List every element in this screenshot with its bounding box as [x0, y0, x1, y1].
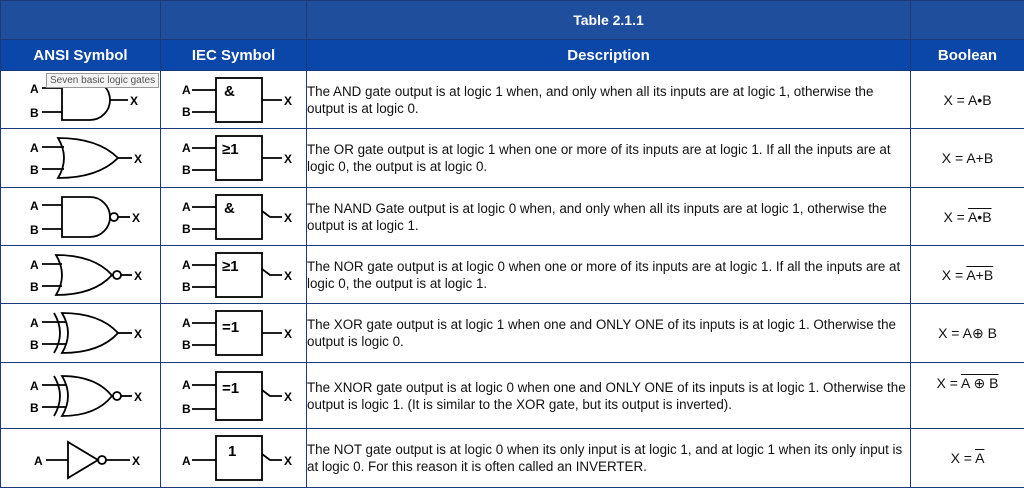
boolean-expression: A•B: [968, 92, 992, 108]
svg-text:X: X: [134, 327, 142, 341]
svg-text:B: B: [30, 280, 39, 294]
svg-text:A: A: [182, 200, 191, 214]
boolean-lhs: X =: [937, 375, 962, 391]
svg-text:≥1: ≥1: [222, 258, 239, 275]
title-spacer-2: [161, 1, 307, 40]
title-spacer-3: [911, 1, 1024, 40]
description-cell: The XOR gate output is at logic 1 when one and ONLY ONE of its inputs is at logic 1. Otherwise the output is logic 0.: [307, 304, 911, 363]
column-header-boolean: Boolean: [911, 40, 1024, 71]
column-header-row: [1, 40, 1024, 71]
boolean-lhs: X =: [942, 150, 967, 166]
svg-text:A: A: [182, 378, 191, 392]
svg-text:X: X: [134, 390, 142, 404]
boolean-lhs: X =: [943, 92, 968, 108]
boolean-expression: A•B: [968, 209, 992, 225]
svg-text:A: A: [182, 454, 191, 468]
table-row-nor: [1, 246, 1024, 304]
iec-and-gate-icon: [164, 72, 304, 128]
boolean-expression: A⊕ B: [963, 325, 997, 341]
svg-text:B: B: [30, 223, 39, 237]
svg-text:X: X: [134, 152, 142, 166]
table-row-not: [1, 429, 1024, 488]
not-gate-icon: [6, 430, 156, 486]
svg-text:X: X: [134, 269, 142, 283]
svg-text:X: X: [284, 94, 292, 108]
iec-cell: [161, 429, 307, 488]
svg-text:A: A: [182, 258, 191, 272]
svg-text:B: B: [182, 402, 191, 416]
svg-text:B: B: [182, 280, 191, 294]
description-cell: The AND gate output is at logic 1 when, and only when all its inputs are at logic 1, otherwise the output is at logic 0.: [307, 71, 911, 129]
ansi-cell: [1, 363, 161, 429]
svg-text:B: B: [30, 163, 39, 177]
title-spacer-1: [1, 1, 161, 40]
nor-gate-icon: [6, 247, 156, 303]
svg-text:≥1: ≥1: [222, 141, 239, 158]
svg-text:&: &: [224, 83, 235, 100]
svg-text:X: X: [132, 211, 140, 225]
svg-text:=1: =1: [222, 380, 239, 397]
svg-text:A: A: [30, 199, 39, 213]
svg-text:B: B: [182, 105, 191, 119]
svg-text:A: A: [30, 82, 39, 96]
svg-text:A: A: [30, 141, 39, 155]
ansi-cell: [1, 246, 161, 304]
xnor-gate-icon: [6, 366, 156, 426]
boolean-lhs: X =: [938, 325, 963, 341]
table-title: Table 2.1.1: [307, 1, 911, 40]
boolean-expression: A ⊕ B: [961, 375, 998, 391]
svg-text:A: A: [30, 258, 39, 272]
iec-cell: [161, 129, 307, 188]
iec-cell: [161, 71, 307, 129]
description-cell: The NOT gate output is at logic 0 when its only input is at logic 1, and at logic 1 when its only input is at logic 0. For this reason it is often called an INVERTER.: [307, 429, 911, 488]
description-cell: The XNOR gate output is at logic 0 when one and ONLY ONE of its inputs is at logic 1. Otherwise the output is logic 1. (It is similar to the XOR gate, but its output is inverted).: [307, 363, 911, 429]
svg-text:X: X: [284, 454, 292, 468]
description-cell: The OR gate output is at logic 1 when one or more of its inputs are at logic 1. If all the inputs are at logic 0, the output is at logic 0.: [307, 129, 911, 188]
boolean-cell: [911, 188, 1024, 246]
boolean-lhs: X =: [942, 267, 967, 283]
boolean-expression: A+B: [966, 150, 993, 166]
svg-text:X: X: [284, 269, 292, 283]
svg-text:B: B: [30, 401, 39, 415]
iec-nand-gate-icon: [164, 189, 304, 245]
svg-text:=1: =1: [222, 319, 239, 336]
svg-text:B: B: [30, 338, 39, 352]
iec-or-gate-icon: [164, 130, 304, 186]
boolean-lhs: X =: [951, 450, 976, 466]
iec-cell: [161, 304, 307, 363]
boolean-cell: [911, 429, 1024, 488]
or-gate-icon: [6, 130, 156, 186]
boolean-cell: [911, 129, 1024, 188]
boolean-cell: [911, 246, 1024, 304]
svg-text:X: X: [130, 94, 138, 108]
svg-text:B: B: [182, 163, 191, 177]
xor-gate-icon: [6, 305, 156, 361]
iec-not-gate-icon: [164, 430, 304, 486]
svg-text:A: A: [34, 454, 43, 468]
boolean-lhs: X =: [943, 209, 968, 225]
svg-text:A: A: [182, 316, 191, 330]
image-tooltip: Seven basic logic gates: [46, 73, 159, 88]
iec-cell: [161, 246, 307, 304]
boolean-cell: [911, 71, 1024, 129]
svg-text:1: 1: [228, 443, 236, 460]
iec-xor-gate-icon: [164, 305, 304, 361]
boolean-expression: A+B: [966, 267, 993, 283]
description-cell: The NOR gate output is at logic 0 when one or more of its inputs are at logic 1. If all the inputs are at logic 0, the output is at logic 1.: [307, 246, 911, 304]
table-row-xnor: [1, 363, 1024, 429]
svg-text:B: B: [182, 338, 191, 352]
nand-gate-icon: [6, 189, 156, 245]
svg-text:&: &: [224, 200, 235, 217]
svg-text:A: A: [30, 316, 39, 330]
svg-text:X: X: [284, 211, 292, 225]
svg-text:A: A: [182, 141, 191, 155]
svg-text:X: X: [284, 390, 292, 404]
svg-text:X: X: [132, 454, 140, 468]
table-row-nand: [1, 188, 1024, 246]
table-row-or: [1, 129, 1024, 188]
column-header-iec: IEC Symbol: [161, 40, 307, 71]
iec-cell: [161, 188, 307, 246]
boolean-cell: [911, 304, 1024, 363]
iec-nor-gate-icon: [164, 247, 304, 303]
column-header-ansi: ANSI Symbol: [1, 40, 161, 71]
iec-cell: [161, 363, 307, 429]
svg-text:A: A: [30, 379, 39, 393]
svg-text:B: B: [30, 106, 39, 120]
boolean-cell: [911, 363, 1024, 429]
svg-text:A: A: [182, 83, 191, 97]
ansi-cell: [1, 188, 161, 246]
table-title-row: [1, 1, 1024, 40]
description-cell: The NAND Gate output is at logic 0 when, and only when all its inputs are at logic 1, otherwise the output is at logic 1.: [307, 188, 911, 246]
iec-xnor-gate-icon: [164, 366, 304, 426]
ansi-cell: [1, 129, 161, 188]
svg-text:X: X: [284, 327, 292, 341]
column-header-description: Description: [307, 40, 911, 71]
ansi-cell: [1, 429, 161, 488]
table-row-xor: [1, 304, 1024, 363]
boolean-expression: $\overline{A}$: [975, 450, 984, 466]
ansi-cell: [1, 304, 161, 363]
svg-text:B: B: [182, 222, 191, 236]
svg-text:X: X: [284, 152, 292, 166]
